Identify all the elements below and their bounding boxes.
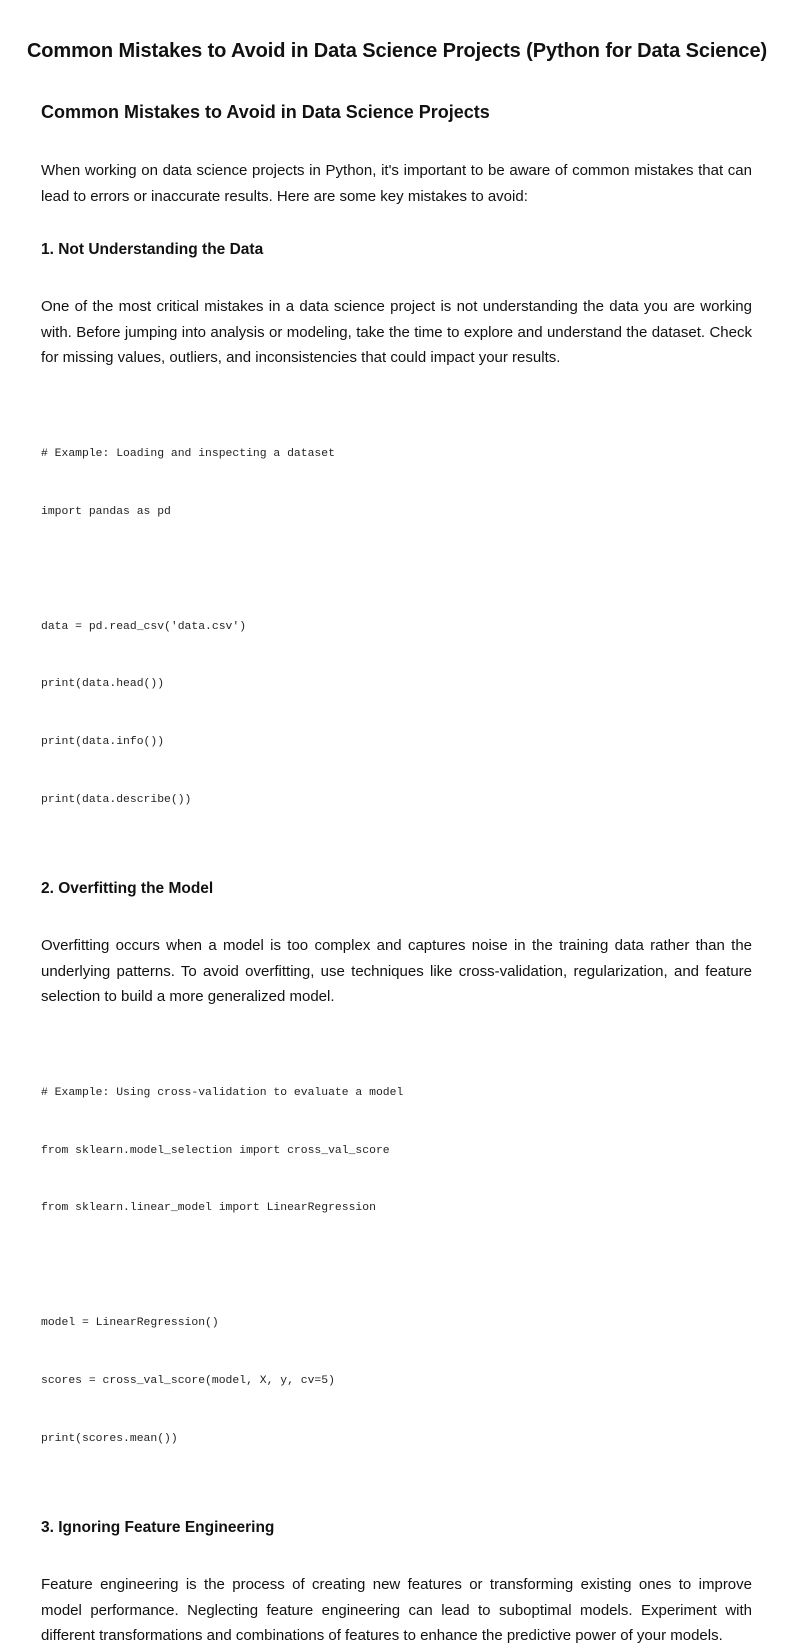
code-line	[41, 1257, 752, 1276]
section-2-paragraph: Overfitting occurs when a model is too complex and captures noise in the training data rather than the underlying patterns. To avoid overfitting, use techniques like cross-validation, regularization, and feature selection to build a more generalized model.	[41, 937, 752, 1006]
section-1-paragraph: One of the most critical mistakes in a data science project is not understanding the data you are working with. Before jumping into analysis or modeling, take the time to explore and understand the dataset. Check for missing values, outliers, and inconsistencies that could impact your results.	[41, 298, 752, 366]
code-line: model = LinearRegression()	[41, 1317, 219, 1330]
page-title: Common Mistakes to Avoid in Data Science Projects (Python for Data Science)	[26, 40, 768, 62]
section-2-heading: 2. Overfitting the Model	[41, 880, 214, 898]
section-1-code-block	[41, 407, 752, 849]
code-line: print(data.describe())	[41, 793, 192, 806]
article-heading: Common Mistakes to Avoid in Data Science Projects	[41, 102, 490, 122]
article-content	[41, 100, 752, 1649]
section-2-code-block	[41, 1046, 752, 1488]
code-line: import pandas as pd	[41, 505, 171, 518]
code-line: scores = cross_val_score(model, X, y, cv=5)	[41, 1375, 335, 1388]
intro-paragraph: When working on data science projects in Python, it's important to be aware of common mistakes that can lead to errors or inaccurate results. Here are some key mistakes to avoid:	[41, 162, 752, 205]
section-1-heading: 1. Not Understanding the Data	[41, 241, 264, 258]
section-3-heading: 3. Ignoring Feature Engineering	[41, 1519, 275, 1537]
code-line: print(scores.mean())	[41, 1432, 178, 1445]
code-line: data = pd.read_csv('data.csv')	[41, 620, 247, 633]
section-3-paragraph: Feature engineering is the process of creating new features or transforming existing ones to improve model performance. Neglecting feature engineering can lead to suboptimal models. Experiment with different transformations and combinations of features to enhance the predictive power of your models.	[41, 1576, 752, 1645]
code-line	[41, 560, 752, 579]
code-line: print(data.info())	[41, 735, 165, 748]
code-line: from sklearn.linear_model import LinearRegression	[41, 1202, 376, 1215]
code-line: from sklearn.model_selection import cross_val_score	[41, 1144, 390, 1157]
code-line: # Example: Loading and inspecting a dataset	[41, 447, 335, 460]
code-line: # Example: Using cross-validation to evaluate a model	[41, 1087, 404, 1100]
code-line: print(data.head())	[41, 678, 165, 691]
